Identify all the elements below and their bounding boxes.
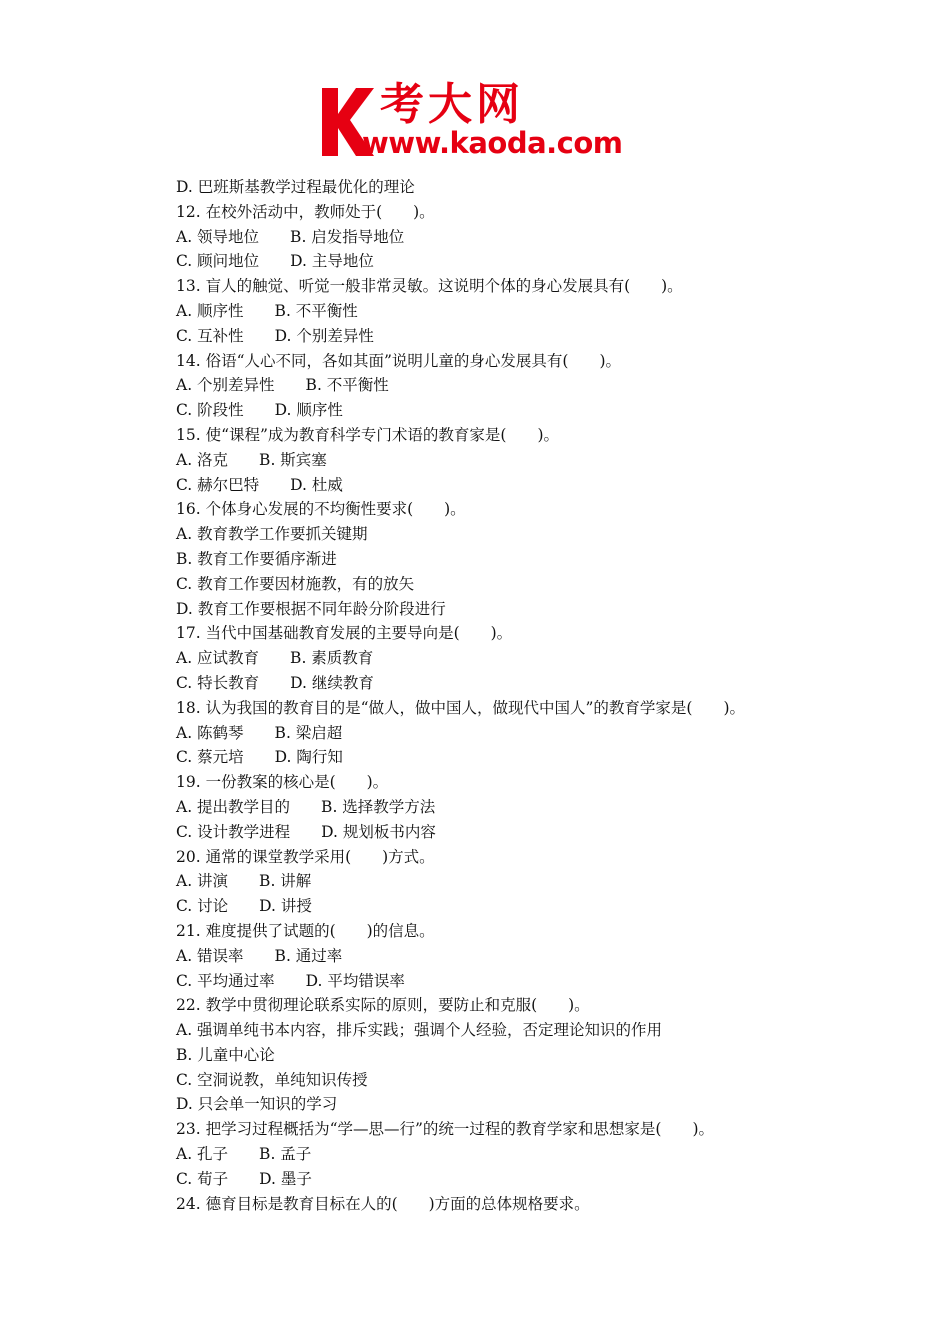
question-options: A. 提出教学目的 B. 选择教学方法 xyxy=(176,797,436,816)
question-option: C. 空洞说教，单纯知识传授 xyxy=(176,1070,368,1089)
question-stem: 19. 一份教案的核心是( )。 xyxy=(176,773,389,792)
question-stem: 22. 教学中贯彻理论联系实际的原则，要防止和克服( )。 xyxy=(176,996,590,1015)
logo-chinese-title: 考大网 xyxy=(380,79,524,130)
question-options: A. 错误率 B. 通过率 xyxy=(176,946,343,965)
question-options: A. 个别差异性 B. 不平衡性 xyxy=(176,376,389,395)
question-stem: 23. 把学习过程概括为“学—思—行”的统一过程的教育学家和思想家是( )。 xyxy=(176,1120,715,1139)
text-line: D. 巴班斯基教学过程最优化的理论 xyxy=(176,178,415,196)
question-stem: 14. 俗语“人心不同，各如其面”说明儿童的身心发展具有( )。 xyxy=(176,351,622,370)
question-stem: 12. 在校外活动中，教师处于( )。 xyxy=(176,202,435,221)
question-stem: 13. 盲人的触觉、听觉一般非常灵敏。这说明个体的身心发展具有( )。 xyxy=(176,277,683,296)
question-options: C. 特长教育 D. 继续教育 xyxy=(176,673,374,692)
question-options: A. 陈鹤琴 B. 梁启超 xyxy=(176,723,343,742)
question-option: B. 教育工作要循序渐进 xyxy=(176,549,337,568)
question-option: D. 教育工作要根据不同年龄分阶段进行 xyxy=(176,599,446,618)
question-options: A. 洛克 B. 斯宾塞 xyxy=(176,450,327,469)
question-stem: 16. 个体身心发展的不均衡性要求( )。 xyxy=(176,500,466,519)
question-options: A. 顺序性 B. 不平衡性 xyxy=(176,301,358,320)
question-options: C. 讨论 D. 讲授 xyxy=(176,897,312,916)
question-stem: 15. 使“课程”成为教育科学专门术语的教育家是( )。 xyxy=(176,425,560,444)
question-options: C. 设计教学进程 D. 规划板书内容 xyxy=(176,822,436,841)
question-stem: 17. 当代中国基础教育发展的主要导向是( )。 xyxy=(176,624,513,643)
question-stem: 20. 通常的课堂教学采用( )方式。 xyxy=(176,847,435,866)
question-option: B. 儿童中心论 xyxy=(176,1045,275,1064)
question-options: A. 讲演 B. 讲解 xyxy=(176,872,312,891)
question-options: C. 互补性 D. 个别差异性 xyxy=(176,326,374,345)
question-options: C. 阶段性 D. 顺序性 xyxy=(176,401,343,420)
question-options: A. 领导地位 B. 启发指导地位 xyxy=(176,227,405,246)
question-stem: 21. 难度提供了试题的( )的信息。 xyxy=(176,921,435,940)
question-option: A. 教育教学工作要抓关键期 xyxy=(176,525,368,544)
question-stem: 18. 认为我国的教育目的是“做人，做中国人，做现代中国人”的教育学家是( )。 xyxy=(176,698,746,717)
question-list xyxy=(176,175,876,1216)
logo-url: www.kaoda.com xyxy=(362,126,623,160)
question-options: A. 孔子 B. 孟子 xyxy=(176,1145,312,1164)
kaoda-logo xyxy=(318,80,638,164)
question-options: C. 顾问地位 D. 主导地位 xyxy=(176,252,374,271)
question-options: C. 荀子 D. 墨子 xyxy=(176,1169,312,1188)
question-options: C. 平均通过率 D. 平均错误率 xyxy=(176,971,405,990)
question-option: A. 强调单纯书本内容，排斥实践；强调个人经验，否定理论知识的作用 xyxy=(176,1021,663,1040)
question-options: A. 应试教育 B. 素质教育 xyxy=(176,649,374,668)
question-option: C. 教育工作要因材施教，有的放矢 xyxy=(176,574,415,593)
question-stem: 24. 德育目标是教育目标在人的( )方面的总体规格要求。 xyxy=(176,1194,590,1213)
question-options: C. 蔡元培 D. 陶行知 xyxy=(176,748,343,767)
question-option: D. 只会单一知识的学习 xyxy=(176,1095,338,1114)
question-options: C. 赫尔巴特 D. 杜威 xyxy=(176,475,343,494)
